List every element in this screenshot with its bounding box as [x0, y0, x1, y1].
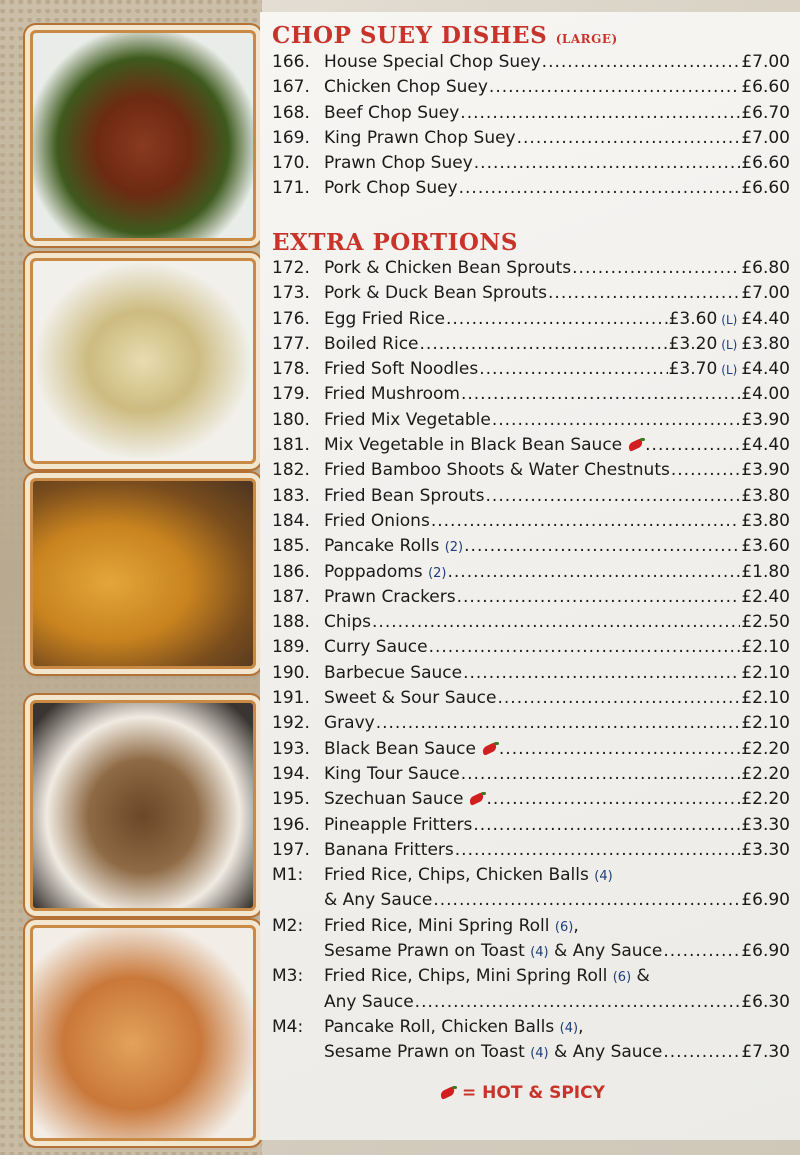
item-price: £2.10: [741, 637, 790, 658]
meal-text: & Any Sauce: [324, 890, 433, 911]
item-name: [324, 637, 428, 657]
menu-item: [272, 309, 790, 334]
item-price: £2.20: [741, 763, 790, 784]
chili-icon: [626, 440, 644, 450]
item-name-text: Pork & Chicken Bean Sprouts: [324, 258, 572, 278]
item-number: 166.: [272, 52, 310, 72]
item-quantity: (4): [530, 1046, 549, 1062]
meal-description: [324, 865, 613, 885]
dot-leader: [429, 637, 741, 657]
meal-text: Fried Rice, Mini Spring Roll: [324, 915, 555, 936]
item-name-text: Barbecue Sauce: [324, 662, 463, 683]
meal-text: ,: [578, 1016, 584, 1037]
item-number: 180.: [272, 409, 310, 430]
dot-leader: [455, 840, 741, 860]
dot-leader: [460, 103, 740, 123]
chili-icon: [438, 1088, 456, 1098]
item-number: 168.: [272, 102, 310, 123]
chop-suey-list: [272, 52, 790, 204]
item-number: 197.: [272, 839, 310, 860]
item-quantity: (2): [428, 565, 447, 581]
item-number: 183.: [272, 485, 310, 506]
item-price: £4.40: [741, 308, 790, 329]
dot-leader: [479, 359, 667, 379]
menu-item: [272, 587, 790, 612]
meal-text: & Any Sauce: [548, 941, 663, 962]
item-number: 171.: [272, 178, 310, 199]
meal-text: Sesame Prawn on Toast: [324, 941, 531, 962]
item-price: £2.10: [741, 662, 790, 683]
dot-leader: [461, 384, 740, 404]
meal-price: £7.30: [741, 1042, 790, 1063]
item-price-regular: £3.20: [668, 333, 718, 354]
item-number: 193.: [272, 738, 310, 759]
dot-leader: [474, 153, 741, 173]
item-number: 172.: [272, 258, 310, 278]
item-quantity: (2): [444, 540, 464, 556]
meal-text: Fried Rice, Chips, Chicken Balls: [324, 865, 595, 886]
item-price: £3.80: [741, 510, 790, 531]
dot-leader: [489, 77, 740, 97]
item-quantity: (6): [612, 970, 632, 986]
menu-item: [272, 562, 790, 587]
dot-leader: [486, 486, 741, 506]
item-name-text: Prawn Crackers: [324, 586, 456, 607]
item-name: [324, 178, 458, 198]
section-subtitle: (LARGE): [555, 32, 618, 46]
item-name: [324, 309, 445, 329]
meal-text: &: [631, 966, 650, 987]
dot-leader: [372, 612, 740, 632]
item-name: [324, 511, 430, 531]
menu-item: [272, 334, 790, 359]
bean-sprouts-photo: [30, 258, 256, 464]
item-name-text: Fried Mushroom: [324, 384, 460, 405]
meal-description: [324, 916, 579, 936]
meal-description: [324, 1042, 662, 1062]
item-number: 176.: [272, 308, 310, 329]
item-name-text: Sweet & Sour Sauce: [324, 688, 497, 709]
menu-item: [272, 283, 790, 308]
dot-leader: [645, 435, 740, 455]
item-name-text: Curry Sauce: [324, 637, 428, 658]
item-name: [324, 815, 472, 835]
dot-leader: [376, 713, 741, 733]
menu-item: [272, 410, 790, 435]
menu-item: [272, 486, 790, 511]
chili-icon: [467, 794, 485, 804]
item-number: 192.: [272, 713, 310, 734]
menu-item: [272, 637, 790, 662]
item-name: [324, 52, 541, 72]
item-name-text: Pork Chop Suey: [324, 178, 458, 199]
menu-item: [272, 128, 790, 153]
dot-leader: [447, 562, 740, 582]
item-name: [324, 713, 375, 733]
section-title-chop-suey: [272, 22, 618, 49]
legend-text: = HOT & SPICY: [462, 1083, 605, 1103]
dot-leader: [457, 587, 741, 607]
meal-deal-line: [272, 916, 790, 941]
menu-item: [272, 103, 790, 128]
item-price: £3.60: [741, 536, 790, 557]
dot-leader: [517, 128, 741, 148]
dot-leader: [663, 1042, 740, 1062]
menu-item: [272, 384, 790, 409]
menu-item: [272, 153, 790, 178]
menu-item: [272, 258, 790, 283]
item-name: [324, 739, 498, 759]
item-name: [324, 587, 456, 607]
meal-description: [324, 992, 414, 1012]
item-price-regular: £3.70: [668, 359, 718, 380]
item-name-text: Egg Fried Rice: [324, 308, 445, 329]
dot-leader: [420, 334, 668, 354]
menu-item: [272, 511, 790, 536]
item-name: [324, 258, 571, 278]
item-price: £2.40: [741, 586, 790, 607]
item-price: £2.10: [741, 688, 790, 709]
dot-leader: [671, 460, 740, 480]
item-number: 169.: [272, 127, 310, 148]
item-number: 191.: [272, 688, 310, 709]
item-name: [324, 77, 488, 97]
meal-deal-line: [272, 1017, 790, 1042]
item-number: 196.: [272, 814, 310, 835]
item-name-text: Fried Soft Noodles: [324, 359, 479, 380]
item-name: [324, 359, 478, 379]
item-name: [324, 789, 485, 809]
item-name-text: Prawn Chop Suey: [324, 153, 473, 174]
meal-description: [324, 941, 662, 961]
item-price: £1.80: [741, 561, 790, 582]
item-name-text: Chicken Chop Suey: [324, 77, 488, 98]
item-number: 194.: [272, 763, 310, 784]
item-name-text: Pancake Rolls: [324, 536, 440, 557]
item-number: 179.: [272, 384, 310, 405]
item-name: [324, 840, 454, 860]
menu-item: [272, 840, 790, 865]
item-name: [324, 460, 670, 480]
dot-leader: [459, 178, 741, 198]
menu-item: [272, 713, 790, 738]
item-name: [324, 562, 446, 582]
meal-price: £6.30: [741, 991, 790, 1012]
menu-item: [272, 815, 790, 840]
item-name-text: Pork & Duck Bean Sprouts: [324, 283, 548, 304]
item-quantity: (4): [559, 1020, 579, 1036]
item-price: £7.00: [741, 283, 790, 304]
item-number: 189.: [272, 637, 310, 658]
item-number: 167.: [272, 77, 310, 98]
item-price: £3.90: [741, 409, 790, 430]
item-price: £6.60: [741, 153, 790, 174]
item-quantity: (4): [530, 945, 549, 961]
meal-number: M2:: [272, 915, 304, 936]
meal-text: Pancake Roll, Chicken Balls: [324, 1016, 560, 1037]
section-title-text: EXTRA PORTIONS: [272, 229, 519, 256]
item-price: £2.20: [741, 789, 790, 810]
item-name: [324, 103, 459, 123]
meal-text: Sesame Prawn on Toast: [324, 1042, 531, 1063]
item-price: £2.20: [741, 738, 790, 759]
dot-leader: [415, 992, 741, 1012]
dot-leader: [433, 890, 740, 910]
dot-leader: [431, 511, 741, 531]
item-name-text: King Prawn Chop Suey: [324, 127, 516, 148]
dot-leader: [486, 789, 740, 809]
chop-suey-photo: [30, 30, 256, 241]
item-price: £3.80: [741, 485, 790, 506]
item-name-text: Banana Fritters: [324, 839, 454, 860]
item-name: [324, 410, 491, 430]
menu-item: [272, 663, 790, 688]
menu-item: [272, 52, 790, 77]
meal-text: & Any Sauce: [548, 1042, 663, 1063]
item-name: [324, 536, 463, 556]
mushroom-photo: [30, 700, 256, 911]
meal-number: M3:: [272, 966, 304, 987]
item-name-text: King Tour Sauce: [324, 763, 460, 784]
item-name-text: Pineapple Fritters: [324, 814, 473, 835]
item-name: [324, 612, 371, 632]
meal-number: M1:: [272, 865, 304, 886]
spicy-legend: [438, 1083, 605, 1103]
dot-leader: [498, 688, 741, 708]
item-price: £3.90: [741, 460, 790, 481]
item-number: 184.: [272, 510, 310, 531]
item-name: [324, 663, 462, 683]
dot-leader: [572, 258, 740, 278]
item-price: £6.60: [741, 77, 790, 98]
dot-leader: [492, 410, 740, 430]
meal-deal-line: [272, 865, 790, 890]
menu-item: [272, 688, 790, 713]
dot-leader: [464, 536, 740, 556]
item-number: 182.: [272, 460, 310, 481]
dot-leader: [461, 764, 741, 784]
meal-deal-line: [272, 941, 790, 966]
item-name: [324, 128, 516, 148]
dot-leader: [446, 309, 668, 329]
item-price: £6.80: [741, 258, 790, 278]
item-name-text: House Special Chop Suey: [324, 52, 541, 72]
item-price: £3.30: [741, 814, 790, 835]
item-name: [324, 334, 419, 354]
meal-price: £6.90: [741, 941, 790, 962]
menu-item: [272, 178, 790, 203]
item-name-text: Mix Vegetable in Black Bean Sauce: [324, 435, 623, 456]
item-number: 190.: [272, 662, 310, 683]
item-price: £2.10: [741, 713, 790, 734]
item-name-text: Fried Bean Sprouts: [324, 485, 485, 506]
item-name-text: Fried Onions: [324, 510, 430, 531]
item-number: 177.: [272, 333, 310, 354]
spring-rolls-photo: [30, 925, 256, 1141]
item-price: £4.00: [741, 384, 790, 405]
item-price: £2.50: [741, 612, 790, 633]
item-number: 178.: [272, 359, 310, 380]
item-name: [324, 435, 644, 455]
menu-item: [272, 739, 790, 764]
item-price: £3.80: [741, 333, 790, 354]
item-price: £6.60: [741, 178, 790, 199]
meal-deal-line: [272, 966, 790, 991]
item-name-text: Beef Chop Suey: [324, 102, 460, 123]
size-label: (L): [721, 312, 738, 327]
meal-description: [324, 890, 432, 910]
item-name: [324, 486, 485, 506]
meal-description: [324, 966, 650, 986]
meal-description: [324, 1017, 583, 1037]
item-name-text: Gravy: [324, 713, 375, 734]
item-price: £3.30: [741, 839, 790, 860]
item-name-text: Boiled Rice: [324, 333, 419, 354]
section-title-extra-portions: [272, 229, 518, 256]
item-number: 170.: [272, 153, 310, 174]
dot-leader: [548, 283, 740, 303]
dot-leader: [542, 52, 741, 72]
extra-portions-list: [272, 258, 790, 1068]
item-number: 195.: [272, 789, 310, 810]
item-number: 181.: [272, 435, 310, 456]
photo-column: [0, 0, 262, 1155]
dot-leader: [499, 739, 740, 759]
item-name-text: Chips: [324, 612, 372, 633]
item-number: 173.: [272, 283, 310, 304]
item-number: 187.: [272, 586, 310, 607]
item-name: [324, 153, 473, 173]
item-price: £7.00: [741, 52, 790, 72]
section-title-text: CHOP SUEY DISHES: [272, 22, 548, 49]
item-number: 186.: [272, 561, 310, 582]
fritters-photo: [30, 478, 256, 669]
menu-item: [272, 612, 790, 637]
item-name: [324, 384, 460, 404]
item-quantity: (4): [594, 869, 613, 885]
menu-item: [272, 536, 790, 561]
item-name-text: Fried Mix Vegetable: [324, 409, 491, 430]
item-price-regular: £3.60: [668, 308, 718, 329]
dot-leader: [663, 941, 740, 961]
item-price: £4.40: [741, 359, 790, 380]
item-quantity: (6): [554, 919, 574, 935]
item-name-text: Poppadoms: [324, 561, 423, 582]
dot-leader: [463, 663, 740, 683]
size-label: (L): [721, 337, 738, 352]
meal-number: M4:: [272, 1016, 304, 1037]
item-price: £4.40: [741, 435, 790, 456]
size-label: (L): [721, 363, 738, 378]
item-name-text: Fried Bamboo Shoots & Water Chestnuts: [324, 460, 670, 481]
menu-item: [272, 764, 790, 789]
item-number: 188.: [272, 612, 310, 633]
meal-text: Any Sauce: [324, 991, 414, 1012]
menu-item: [272, 435, 790, 460]
menu-item: [272, 789, 790, 814]
meal-price: £6.90: [741, 890, 790, 911]
item-name: [324, 764, 460, 784]
item-name-text: Szechuan Sauce: [324, 789, 464, 810]
item-name-text: Black Bean Sauce: [324, 738, 476, 759]
item-name: [324, 283, 547, 303]
meal-text: Fried Rice, Chips, Mini Spring Roll: [324, 966, 613, 987]
chili-icon: [480, 744, 498, 754]
menu-item: [272, 77, 790, 102]
item-price: £6.70: [741, 102, 790, 123]
meal-deal-line: [272, 890, 790, 915]
menu-item: [272, 460, 790, 485]
meal-text: ,: [573, 915, 579, 936]
item-price: £7.00: [741, 127, 790, 148]
meal-deal-line: [272, 992, 790, 1017]
dot-leader: [473, 815, 740, 835]
meal-deal-line: [272, 1042, 790, 1067]
item-number: 185.: [272, 536, 310, 557]
menu-item: [272, 359, 790, 384]
item-name: [324, 688, 497, 708]
